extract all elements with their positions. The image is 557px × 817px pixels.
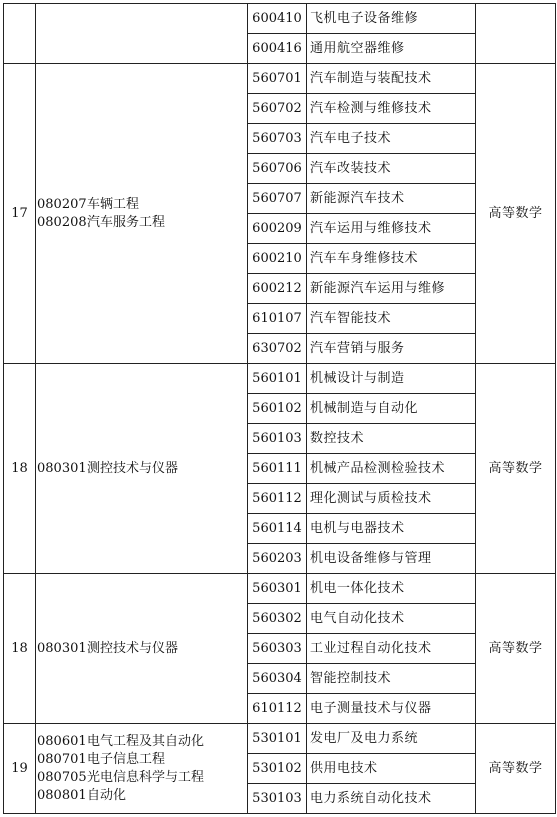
undergrad-major-code: 080701: [37, 751, 87, 767]
undergrad-major-name: 电子信息工程: [87, 751, 166, 767]
vocational-code: 610107: [248, 304, 307, 334]
exam-subject: 高等数学: [476, 364, 556, 574]
vocational-code: 560706: [248, 154, 307, 184]
exam-subject: 高等数学: [476, 64, 556, 364]
undergrad-major: [37, 787, 247, 805]
vocational-name: 通用航空器维修: [307, 34, 476, 64]
table-row: [4, 64, 556, 94]
vocational-name: 机电设备维修与管理: [307, 544, 476, 574]
undergrad-major-name: 自动化: [87, 787, 127, 803]
vocational-name: 机电一体化技术: [307, 574, 476, 604]
undergrad-major-name: 光电信息科学与工程: [87, 769, 205, 785]
exam-subject: 高等数学: [476, 574, 556, 724]
vocational-name: 汽车改装技术: [307, 154, 476, 184]
group-number: [4, 4, 36, 64]
vocational-code: 600212: [248, 274, 307, 304]
undergrad-major: [37, 196, 247, 214]
table-row: [4, 4, 556, 34]
undergrad-major: [37, 769, 247, 787]
undergrad-major-name: 测控技术与仪器: [87, 460, 179, 476]
vocational-name: 智能控制技术: [307, 664, 476, 694]
undergrad-major-code: 080301: [37, 460, 87, 476]
undergrad-major-code: 080207: [37, 196, 87, 212]
vocational-code: 600410: [248, 4, 307, 34]
table-row: [4, 574, 556, 604]
vocational-name: 新能源汽车运用与维修: [307, 274, 476, 304]
vocational-code: 630702: [248, 334, 307, 364]
vocational-name: 理化测试与质检技术: [307, 484, 476, 514]
exam-subject-table: [3, 3, 556, 814]
undergrad-major-name: 汽车服务工程: [87, 214, 166, 230]
vocational-code: 560703: [248, 124, 307, 154]
vocational-code: 600210: [248, 244, 307, 274]
vocational-name: 汽车电子技术: [307, 124, 476, 154]
exam-subject: [476, 4, 556, 64]
undergrad-major-code: 080208: [37, 214, 87, 230]
vocational-code: 530103: [248, 784, 307, 814]
vocational-code: 560101: [248, 364, 307, 394]
vocational-name: 电子测量技术与仪器: [307, 694, 476, 724]
vocational-code: 560304: [248, 664, 307, 694]
vocational-name: 电机与电器技术: [307, 514, 476, 544]
undergrad-major-name: 电气工程及其自动化: [87, 733, 205, 749]
undergrad-major: [37, 751, 247, 769]
vocational-code: 560707: [248, 184, 307, 214]
undergrad-major: [37, 214, 247, 232]
undergrad-major: [37, 733, 247, 751]
vocational-code: 600209: [248, 214, 307, 244]
vocational-name: 机械产品检测检验技术: [307, 454, 476, 484]
undergrad-major: [37, 640, 247, 658]
vocational-code: 530101: [248, 724, 307, 754]
group-number: 19: [4, 724, 36, 814]
group-number: 17: [4, 64, 36, 364]
undergrad-major-code: 080801: [37, 787, 87, 803]
vocational-name: 汽车制造与装配技术: [307, 64, 476, 94]
vocational-code: 560103: [248, 424, 307, 454]
table-row: [4, 724, 556, 754]
vocational-code: 560111: [248, 454, 307, 484]
table-row: [4, 364, 556, 394]
vocational-code: 610112: [248, 694, 307, 724]
undergrad-major-cell: [36, 4, 248, 64]
group-number: 18: [4, 574, 36, 724]
vocational-code: 600416: [248, 34, 307, 64]
undergrad-major-name: 测控技术与仪器: [87, 640, 179, 656]
vocational-name: 发电厂及电力系统: [307, 724, 476, 754]
vocational-name: 机械制造与自动化: [307, 394, 476, 424]
vocational-code: 560203: [248, 544, 307, 574]
undergrad-major-cell: [36, 64, 248, 364]
vocational-code: 560303: [248, 634, 307, 664]
undergrad-major-cell: [36, 724, 248, 814]
vocational-code: 560702: [248, 94, 307, 124]
undergrad-major-cell: [36, 364, 248, 574]
vocational-name: 新能源汽车技术: [307, 184, 476, 214]
undergrad-major-code: 080601: [37, 733, 87, 749]
vocational-code: 560114: [248, 514, 307, 544]
undergrad-major-cell: [36, 574, 248, 724]
vocational-name: 数控技术: [307, 424, 476, 454]
exam-subject: 高等数学: [476, 724, 556, 814]
vocational-code: 530102: [248, 754, 307, 784]
vocational-code: 560112: [248, 484, 307, 514]
vocational-name: 汽车运用与维修技术: [307, 214, 476, 244]
vocational-code: 560302: [248, 604, 307, 634]
vocational-name: 供用电技术: [307, 754, 476, 784]
vocational-name: 飞机电子设备维修: [307, 4, 476, 34]
vocational-name: 汽车营销与服务: [307, 334, 476, 364]
vocational-code: 560301: [248, 574, 307, 604]
undergrad-major: [37, 460, 247, 478]
vocational-name: 电力系统自动化技术: [307, 784, 476, 814]
vocational-name: 电气自动化技术: [307, 604, 476, 634]
vocational-code: 560102: [248, 394, 307, 424]
group-number: 18: [4, 364, 36, 574]
vocational-name: 工业过程自动化技术: [307, 634, 476, 664]
vocational-name: 汽车车身维修技术: [307, 244, 476, 274]
vocational-name: 汽车智能技术: [307, 304, 476, 334]
undergrad-major-code: 080705: [37, 769, 87, 785]
vocational-name: 机械设计与制造: [307, 364, 476, 394]
undergrad-major-name: 车辆工程: [87, 196, 140, 212]
vocational-name: 汽车检测与维修技术: [307, 94, 476, 124]
vocational-code: 560701: [248, 64, 307, 94]
undergrad-major-code: 080301: [37, 640, 87, 656]
